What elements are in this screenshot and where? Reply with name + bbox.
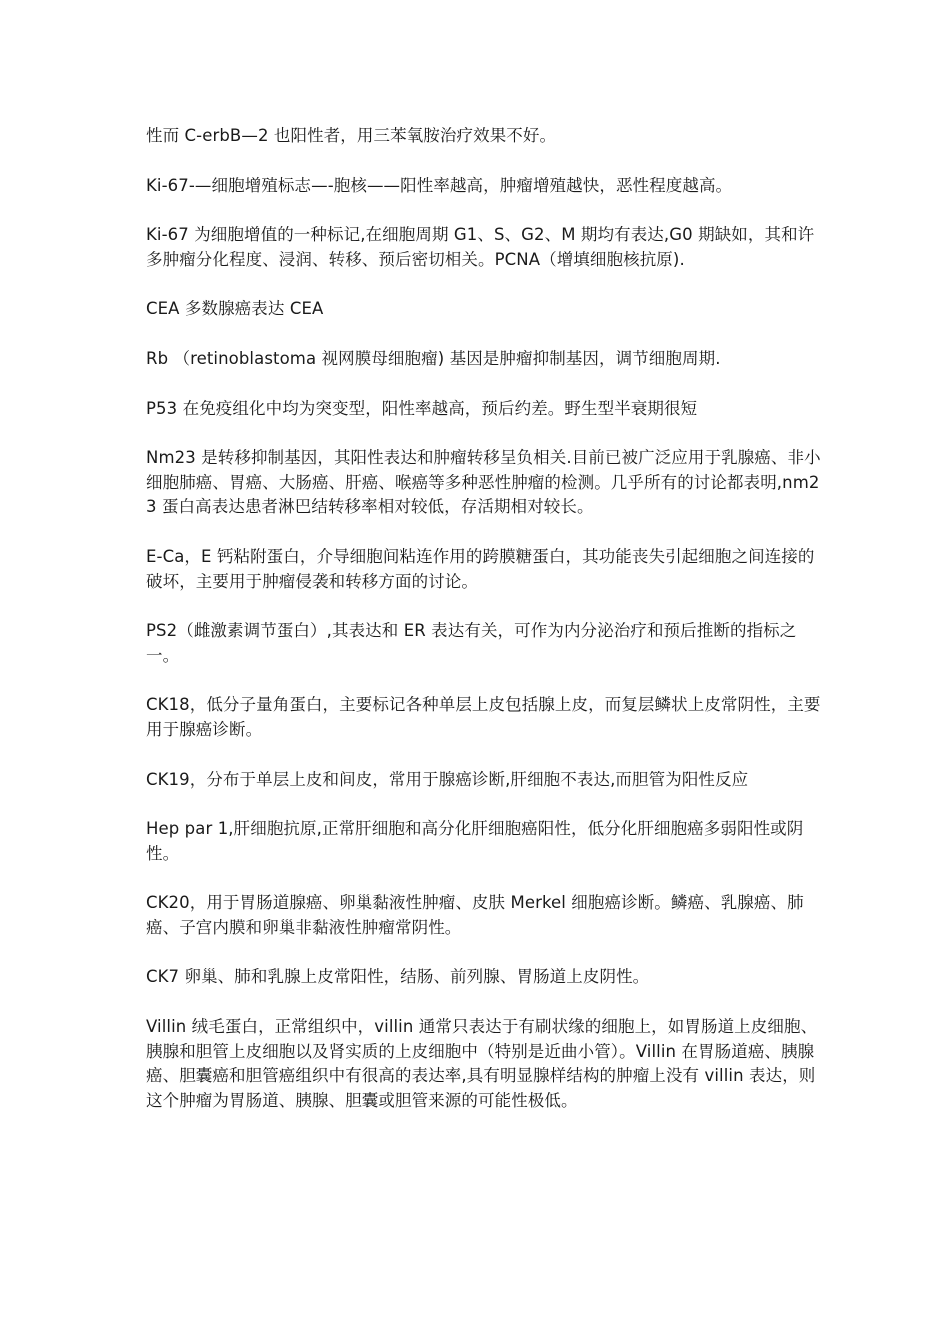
- document-body: [146, 124, 821, 1138]
- paragraph-hep-par-1: Hep par 1,肝细胞抗原,正常肝细胞和高分化肝细胞癌阳性，低分化肝细胞癌多弱阳性或阴性。: [146, 819, 804, 863]
- paragraph-ki67-marker: Ki-67-—细胞增殖标志—-胞核——阳性率越高，肿瘤增殖越快，恶性程度越高。: [146, 175, 733, 195]
- paragraph-ki67-cycle: Ki-67 为细胞增值的一种标记,在细胞周期 G1、S、G2、M 期均有表达,G0 期缺如，其和许多肿瘤分化程度、浸润、转移、预后密切相关。PCNA（增填细胞核抗原).: [146, 225, 815, 269]
- paragraph-ck7: CK7 卵巢、肺和乳腺上皮常阳性，结肠、前列腺、胃肠道上皮阴性。: [146, 967, 650, 987]
- paragraph-cerbb2: 性而 C-erbB—2 也阳性者，用三苯氧胺治疗效果不好。: [146, 126, 557, 145]
- paragraph-cea: CEA 多数腺癌表达 CEA: [146, 299, 324, 319]
- paragraph-rb: Rb （retinoblastoma 视网膜母细胞瘤) 基因是肿瘤抑制基因，调节细胞周期.: [146, 348, 721, 368]
- paragraph-p53: P53 在免疫组化中均为突变型，阳性率越高，预后约差。野生型半衰期很短: [146, 398, 698, 418]
- paragraph-ps2: PS2（雌激素调节蛋白）,其表达和 ER 表达有关，可作为内分泌治疗和预后推断的指标之一。: [146, 621, 797, 665]
- paragraph-ck19: CK19，分布于单层上皮和间皮，常用于腺癌诊断,肝细胞不表达,而胆管为阳性反应: [146, 769, 749, 789]
- paragraph-ck18: CK18，低分子量角蛋白，主要标记各种单层上皮包括腺上皮，而复层鳞状上皮常阴性，主要用于腺癌诊断。: [146, 695, 821, 739]
- paragraph-e-ca: E-Ca，E 钙粘附蛋白，介导细胞间粘连作用的跨膜糖蛋白，其功能丧失引起细胞之间连接的破坏，主要用于肿瘤侵袭和转移方面的讨论。: [146, 546, 815, 591]
- paragraph-ck20: CK20，用于胃肠道腺癌、卵巢黏液性肿瘤、皮肤 Merkel 细胞癌诊断。鳞癌、乳腺癌、肺癌、子宫内膜和卵巢非黏液性肿瘤常阴性。: [146, 893, 804, 937]
- paragraph-villin: Villin 绒毛蛋白，正常组织中，villin 通常只表达于有刷状缘的细胞上，如胃肠道上皮细胞、胰腺和胆管上皮细胞以及肾实质的上皮细胞中（特别是近曲小管）。Villin 在胃肠道癌、胰腺癌、胆囊癌和胆管癌组织中有很高的表达率,具有明显腺样结构的肿瘤上没有 villin 表达，则这个肿瘤为胃肠道、胰腺、胆囊或胆管来源的可能性极低。: [146, 1017, 818, 1110]
- paragraph-nm23: Nm23 是转移抑制基因，其阳性表达和肿瘤转移呈负相关.目前已被广泛应用于乳腺癌、非小细胞肺癌、胃癌、大肠癌、肝癌、喉癌等多种恶性肿瘤的检测。几乎所有的讨论都表明,nm23 蛋白高表达患者淋巴结转移率相对较低，存活期相对较长。: [146, 448, 821, 517]
